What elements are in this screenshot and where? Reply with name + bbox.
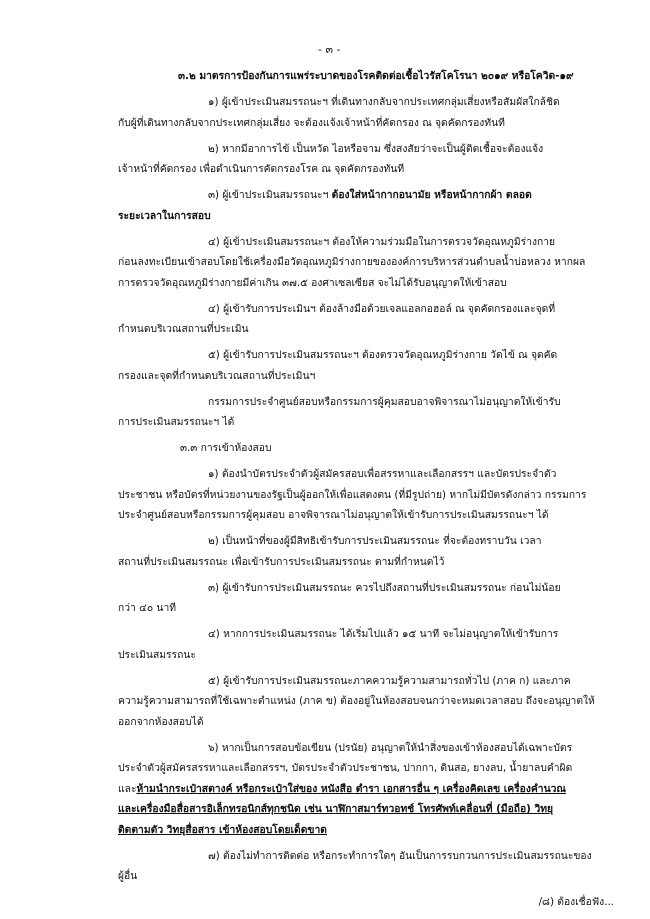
s33-item6-bold-1: ห้ามนำกระเป๋าสตางค์ หรือกระเป๋าใส่ของ หนังสือ ตำรา เอกสารอื่น ๆ เครื่องคิดเลข เครื่องคำนวณ [136, 782, 566, 795]
page-number: - ๓ - [318, 43, 341, 56]
s32-item4-line1: ๔) ผู้เข้าประเมินสมรรถนะฯ ต้องให้ความร่วมมือในการตรวจวัดอุณหภูมิร่างกาย [208, 235, 556, 248]
footer: /๘) ต้องเชื่อฟัง... [538, 896, 614, 908]
s33-item1-line3: ประจำศูนย์สอบหรือกรรมการผู้คุมสอบ อาจพิจารณาไม่อนุญาตให้เข้ารับการประเมินสมรรถนะฯ ได้ [118, 509, 549, 521]
s32-item6-line2: กรองและจุดที่กำหนดบริเวณสถานที่ประเมินฯ [118, 369, 316, 382]
s32-note-line2: การประเมินสมรรถนะฯ ได้ [118, 416, 235, 428]
s32-item3-bold-2: ระยะเวลาในการสอบ [118, 209, 211, 222]
s33-item6-prefix: และ [118, 782, 137, 795]
s32-item2-line1: ๒) หากมีอาการไข้ เป็นหวัด ไอหรือจาม ซึ่งสงสัยว่าจะเป็นผู้ติดเชื้อจะต้องแจ้ง [208, 142, 544, 155]
s33-item5-line1: ๕) ผู้เข้ารับการประเมินสมรรถนะภาคความรู้ความสามารถทั่วไป (ภาค ก) และภาค [208, 674, 571, 687]
s33-item6-bold-2: และเครื่องมือสื่อสารอิเล็กทรอนิกส์ทุกชนิด เช่น นาฬิกาสมาร์ทวอทช์ โทรศัพท์เคลื่อนที่ (มือถือ) วิทยุ [118, 803, 554, 815]
s32-item4-line2: ก่อนลงทะเบียนเข้าสอบโดยใช้เครื่องมือวัดอุณหภูมิร่างกายขององค์การบริหารส่วนตำบลน้ำบ่อหลวง หากผล [118, 256, 586, 268]
s32-item3-line1 [208, 189, 532, 202]
s33-item6-line2: ประจำตัวผู้สมัครสรรหาและเลือกสรรฯ, บัตรประจำตัวประชาชน, ปากกา, ดินสอ, ยางลบ, น้ำยาลบคำผิด [118, 762, 573, 774]
s33-item1-line1: ๑) ต้องนำบัตรประจำตัวผู้สมัครสอบเพื่อสรรหาและเลือกสรรฯ และบัตรประจำตัว [208, 468, 557, 480]
s33-item3-line2: กว่า ๔๐ นาที [118, 602, 177, 614]
s33-item7-line1: ๗) ต้องไม่ทำการติดต่อ หรือกระทำการใดๆ อันเป็นการรบกวนการประเมินสมรรถนะของ [208, 849, 592, 862]
s32-item3-bold-1: ต้องใส่หน้ากากอนามัย หรือหน้ากากผ้า ตลอด [331, 189, 532, 201]
s32-item1-line1: ๑) ผู้เข้าประเมินสมรรถนะฯ ที่เดินทางกลับจากประเทศกลุ่มเสี่ยงหรือสัมผัสใกล้ชิด [208, 96, 560, 108]
section-3-3-title: ๓.๓ การเข้าห้องสอบ [180, 442, 272, 454]
s32-item1-line2: กับผู้ที่เดินทางกลับจากประเทศกลุ่มเสี่ยง จะต้องแจ้งเจ้าหน้าที่คัดกรอง ณ จุดคัดกรองทันที [118, 116, 505, 129]
s32-item2-line2: เจ้าหน้าที่คัดกรอง เพื่อดำเนินการคัดกรองโรค ณ จุดคัดกรองทันที [118, 163, 405, 175]
s33-item3-line1: ๓) ผู้เข้ารับการประเมินสมรรถนะ ควรไปถึงสถานที่ประเมินสมรรถนะ ก่อนไม่น้อย [208, 581, 561, 594]
s32-item4-line3: การตรวจวัดอุณหภูมิร่างกายมีค่าเกิน ๓๗.๕ องศาเซลเซียส จะไม่ได้รับอนุญาตให้เข้าสอบ [118, 276, 507, 289]
section-3-2-title: ๓.๒ มาตรการป้องกันการแพร่ระบาดของโรคติดต่อเชื้อไวรัสโคโรนา ๒๐๑๙ หรือโควิด-๑๙ [178, 70, 574, 82]
s32-item6-line1: ๕) ผู้เข้ารับการประเมินสมรรถนะฯ ต้องตรวจวัดอุณหภูมิร่างกาย วัดไข้ ณ จุดคัด [208, 349, 558, 361]
s33-item6-bold-3: ติดตามตัว วิทยุสื่อสาร เข้าห้องสอบโดยเด็ดขาด [118, 823, 327, 836]
s32-item5-line2: กำหนดบริเวณสถานที่ประเมิน [118, 323, 249, 335]
s33-item5-line3: ออกจากห้องสอบได้ [118, 715, 204, 728]
s33-item6-line3 [118, 783, 566, 796]
s33-item4-line1: ๔) หากการประเมินสมรรถนะ ได้เริ่มไปแล้ว ๑๕ นาที จะไม่อนุญาตให้เข้ารับการ [208, 628, 559, 640]
s33-item5-line2: ความรู้ความสามารถที่ใช้เฉพาะตำแหน่ง (ภาค ข) ต้องอยู่ในห้องสอบจนกว่าจะหมดเวลาสอบ ถึงจะอนุญาตให้ [118, 695, 595, 707]
s33-item2-line1: ๒) เป็นหน้าที่ของผู้มีสิทธิเข้ารับการประเมินสมรรถนะ ที่จะต้องทราบวัน เวลา [208, 535, 542, 547]
s33-item2-line2: สถานที่ประเมินสมรรถนะ เพื่อเข้ารับการประเมินสมรรถนะ ตามที่กำหนดไว้ [118, 555, 445, 568]
s32-note-line1: กรรมการประจำศูนย์สอบหรือกรรมการผู้คุมสอบอาจพิจารณาไม่อนุญาตให้เข้ารับ [208, 395, 561, 408]
s33-item6-line1: ๖) หากเป็นการสอบข้อเขียน (ปรนัย) อนุญาตให้นำสิ่งของเข้าห้องสอบได้เฉพาะบัตร [208, 741, 573, 754]
s33-item4-line2: ประเมินสมรรถนะ [118, 648, 196, 661]
s32-item5-line1: ๔) ผู้เข้ารับการประเมินฯ ต้องล้างมือด้วยเจลแอลกอฮอล์ ณ จุดคัดกรองและจุดที่ [208, 302, 556, 315]
s32-item3-lead: ๓) ผู้เข้าประเมินสมรรถนะฯ [208, 189, 329, 201]
s33-item1-line2: ประชาชน หรือบัตรที่หน่วยงานของรัฐเป็นผู้ออกให้เพื่อแสดงตน (ที่มีรูปถ่าย) หากไม่มีบัตรดังกล่าว กรรมการ [118, 488, 587, 501]
s33-item7-line2: ผู้อื่น [118, 870, 138, 882]
